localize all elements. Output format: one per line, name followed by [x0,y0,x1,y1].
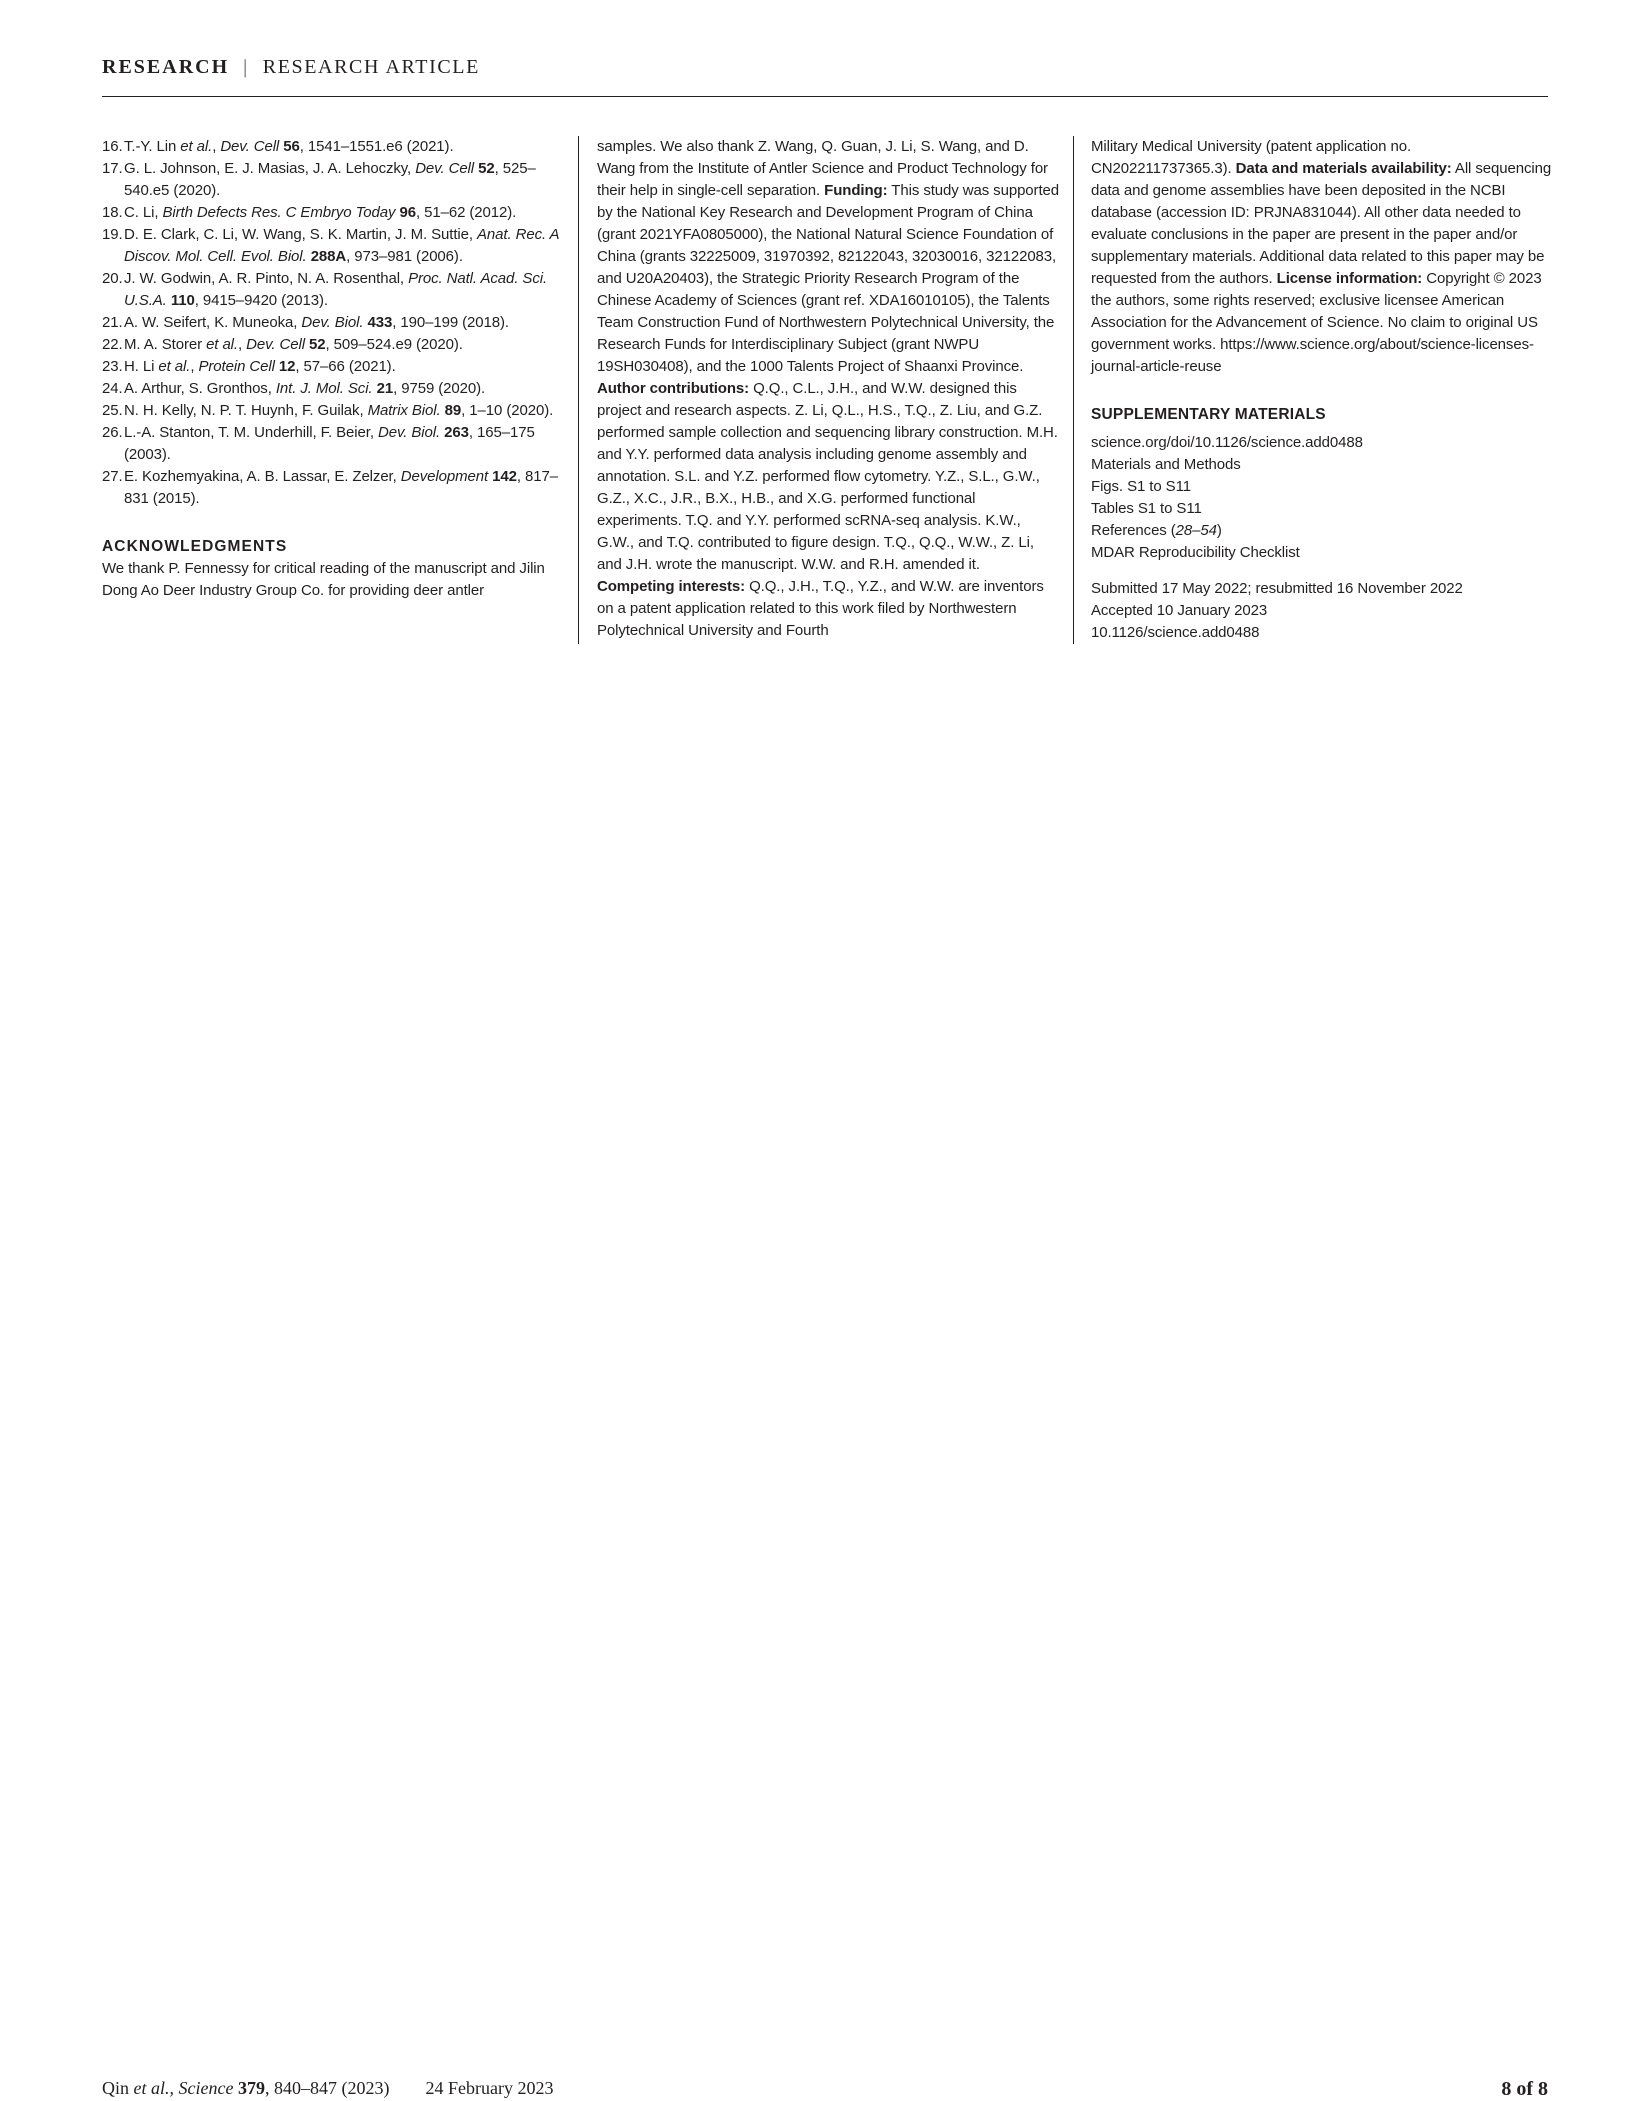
text-run: G. L. Johnson, E. J. Masias, J. A. Lehoczky, [124,160,416,177]
reference-number: 26. [102,424,123,441]
reference-number: 17. [102,160,123,177]
reference-number: 27. [102,468,123,485]
submitted-date: Submitted 17 May 2022; resubmitted 16 November 2022 [1091,580,1463,597]
italic-run: Birth Defects Res. C Embryo Today [162,204,396,221]
reference-item [102,378,564,400]
bold-run: 142 [492,468,517,485]
reference-list [102,136,564,510]
text-run: , 1541–1551.e6 (2021). [299,138,454,155]
italic-run: Dev. Biol. [301,314,364,331]
column-2 [597,136,1059,642]
text-run: A. Arthur, S. Gronthos, [124,380,276,397]
bold-run: 263 [444,424,469,441]
reference-item [102,136,564,158]
text-run: D. E. Clark, C. Li, W. Wang, S. K. Martin, J. M. Suttie, [124,226,477,243]
column-3 [1091,136,1553,644]
text-run: Military Medical University (patent application no. CN202211737365.3). [1091,138,1412,177]
acknowledgments-text-col1 [102,558,564,602]
supplementary-heading: SUPPLEMENTARY MATERIALS [1091,406,1326,423]
reference-number: 18. [102,204,123,221]
reference-item [102,202,564,224]
reference-number: 24. [102,380,123,397]
italic-run: Anat. Rec. A Discov. Mol. Cell. Evol. Biol. [124,226,559,265]
reference-number: 22. [102,336,123,353]
bold-run: License information: [1276,270,1423,287]
italic-run: Proc. Natl. Acad. Sci. U.S.A. [124,270,548,309]
italic-run: Dev. Cell [246,336,305,353]
reference-number: 21. [102,314,123,331]
column-1 [102,136,564,602]
supplementary-doi-link[interactable]: science.org/doi/10.1126/science.add0488 [1091,434,1363,451]
reference-number: 19. [102,226,123,243]
reference-item [102,158,564,202]
italic-run: Development [400,468,489,485]
text-run: We thank P. Fennessy for critical reading of the manuscript and Jilin Dong Ao Deer Industry Group Co. for providing deer antler [102,560,545,599]
reference-number: 20. [102,270,123,287]
supplementary-checklist: MDAR Reproducibility Checklist [1091,544,1300,561]
text-run: Copyright © 2023 the authors, some rights reserved; exclusive licensee American Association for the Advancement of Science. No claim to original US government works. https://www.science.org/about/science-licenses-journal-article-reuse [1091,270,1542,375]
reference-number: 25. [102,402,123,419]
italic-run: Protein Cell [198,358,275,375]
bold-run: 52 [309,336,326,353]
running-header [102,56,1548,97]
bold-run: 433 [367,314,393,331]
reference-item [102,400,564,422]
bold-run: Data and materials availability: [1235,160,1452,177]
bold-run: 288A [310,248,347,265]
text-run: , 973–981 (2006). [346,248,463,265]
article-doi: 10.1126/science.add0488 [1091,624,1260,641]
supplementary-figs: Figs. S1 to S11 [1091,478,1191,495]
text-run: T.-Y. Lin [124,138,181,155]
text-run: , 509–524.e9 (2020). [325,336,463,353]
italic-run: Dev. Cell [415,160,475,177]
text-run: N. H. Kelly, N. P. T. Huynh, F. Guilak, [124,402,368,419]
text-run: Q.Q., C.L., J.H., and W.W. designed this project and research aspects. Z. Li, Q.L., H.S., T.Q., Z. Liu, and G.Z. performed sample collection and sequencing library construction. M.H. and Y.Y. performed data analysis including genome assembly and annotation. S.L. and Y.Z. performed flow cytometry. Y.Z., S.L., G.W., G.Z., X.C., J.R., B.X., H.B., and X.G. performed functional experiments. T.Q. and Y.Y. performed scRNA-seq analysis. K.W., G.W., and T.Q. contributed to figure design. T.Q., Q.Q., W.W., Z. Li, and J.H. wrote the manuscript. W.W. and R.H. amended it. [597,380,1058,573]
reference-item [102,224,564,268]
text-run: , 525–540.e5 (2020). [124,160,536,199]
supplementary-tables: Tables S1 to S11 [1091,500,1202,517]
text-run: L.-A. Stanton, T. M. Underhill, F. Beier, [124,424,378,441]
bold-run: 12 [278,358,296,375]
bold-run: 21 [376,380,394,397]
italic-run: Dev. Cell [220,138,280,155]
text-run: , 1–10 (2020). [461,402,554,419]
article-type: RESEARCH ARTICLE [262,56,480,78]
text-run: , 57–66 (2021). [295,358,396,375]
section-label: RESEARCH [102,56,230,78]
text-run: C. Li, [124,204,163,221]
reference-item [102,334,564,356]
reference-item [102,312,564,334]
page-footer [102,2078,1548,2099]
text-run: , 51–62 (2012). [415,204,517,221]
acknowledgments-text-col3 [1091,136,1553,378]
reference-item [102,422,564,466]
bold-run: Competing interests: [597,578,746,595]
header-separator: | [243,56,249,78]
text-run: H. Li [124,358,159,375]
publication-date: 24 February 2023 [425,2078,554,2098]
text-run: , [237,336,247,353]
reference-item [102,356,564,378]
supplementary-references: References (28–54) [1091,522,1222,539]
text-run: E. Kozhemyakina, A. B. Lassar, E. Zelzer, [124,468,401,485]
reference-item [102,268,564,312]
acknowledgments-text-col2 [597,136,1059,642]
text-run: Q.Q., J.H., T.Q., Y.Z., and W.W. are inventors on a patent application related to this work filed by Northwestern Polytechnical University and Fourth [597,578,1044,639]
text-run: M. A. Storer [124,336,207,353]
bold-run: 110 [170,292,195,309]
italic-run: et al. [206,336,238,353]
italic-run: Dev. Biol. [377,424,441,441]
page-number: 8 of 8 [1501,2078,1548,2100]
bold-run: 89 [444,402,462,419]
text-run: , 165–175 (2003). [124,424,535,463]
bold-run: 96 [399,204,416,221]
text-run: , 817–831 (2015). [124,468,558,507]
bold-run: 52 [478,160,495,177]
bold-run: Author contributions: [597,380,750,397]
supplementary-methods: Materials and Methods [1091,456,1241,473]
bold-run: Funding: [824,182,888,199]
text-run: A. W. Seifert, K. Muneoka, [124,314,302,331]
reference-item [102,466,564,510]
text-run: , 9759 (2020). [393,380,486,397]
column-divider-2 [1073,136,1074,644]
italic-run: Matrix Biol. [367,402,441,419]
accepted-date: Accepted 10 January 2023 [1091,602,1268,619]
bold-run: 56 [283,138,300,155]
text-run: , 190–199 (2018). [392,314,509,331]
citation: Qin et al., Science 379, 840–847 (2023) [102,2078,390,2098]
italic-run: et al. [158,358,191,375]
text-run: , [190,358,199,375]
text-run: This study was supported by the National Key Research and Development Program of China (grant 2021YFA0805000), the National Natural Science Foundation of China (grants 32225009, 31970392, 82122043, 32030016, 32122083, and U20A20403), the Strategic Priority Research Program of the Chinese Academy of Sciences (grant ref. XDA16010105), the Talents Team Construction Fund of Northwestern Polytechnical University, the Research Funds for Interdisciplinary Subject (grant NWPU 19SH030408), and the 1000 Talents Project of Shaanxi Province. [597,182,1059,375]
acknowledgments-heading: ACKNOWLEDGMENTS [102,538,288,555]
italic-run: Int. J. Mol. Sci. [275,380,373,397]
text-run: All sequencing data and genome assemblies have been deposited in the NCBI database (accession ID: PRJNA831044). All other data needed to evaluate conclusions in the paper are present in the paper and/or supplementary materials. Additional data related to this paper may be requested from the authors. [1091,160,1552,287]
text-run: samples. We also thank Z. Wang, Q. Guan, J. Li, S. Wang, and D. Wang from the Institute of Antler Science and Product Technology for their help in single-cell separation. [597,138,1048,199]
text-run: , 9415–9420 (2013). [194,292,328,309]
text-run: , [212,138,221,155]
italic-run: et al. [180,138,213,155]
column-divider-1 [578,136,579,644]
reference-number: 16. [102,138,123,155]
text-run: J. W. Godwin, A. R. Pinto, N. A. Rosenthal, [124,270,409,287]
reference-number: 23. [102,358,123,375]
